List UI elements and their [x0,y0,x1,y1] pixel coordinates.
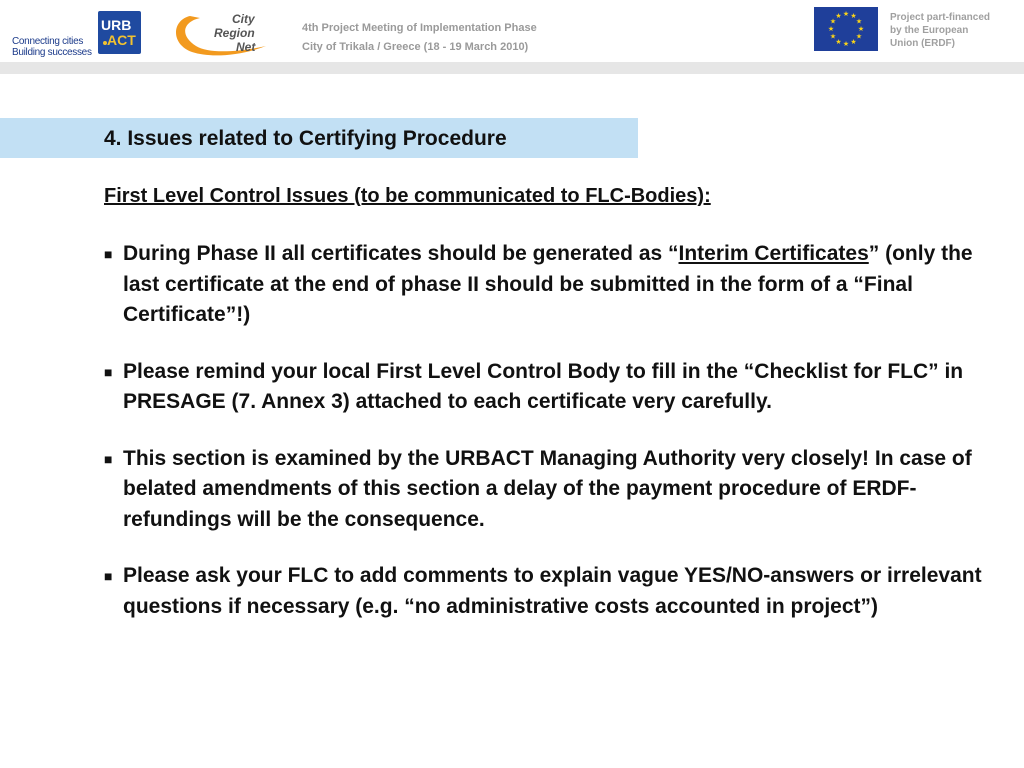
section-subtitle: First Level Control Issues (to be communicated to FLC-Bodies): [104,185,711,207]
crn-logo-word-3: Net [236,40,256,54]
svg-text:★: ★ [829,17,837,26]
eu-text-line-2: by the European [890,25,969,36]
bullet-marker-icon: ■ [104,568,113,584]
eu-text-line-1: Project part-financed [890,12,991,23]
svg-text:★: ★ [855,32,863,41]
bullet-4-text: Please ask your FLC to add comments to explain vague YES/NO-answers or irrelevant questions if necessary (e.g. “no administrative costs accounted in project”) [123,564,982,618]
crn-logo-word-2: Region [214,26,255,40]
svg-text:★: ★ [827,25,835,33]
urbact-logo [98,11,141,54]
svg-text:★: ★ [835,38,842,46]
bullet-1-text-end: ” (only the last certificate at the end of phase II should be submitted in the form of a “Final Certificate”!) [123,242,973,326]
svg-text:★: ★ [850,38,857,46]
tagline-line-1: Connecting cities [12,36,84,47]
meeting-title: 4th Project Meeting of Implementation Phase [302,22,537,34]
bullet-marker-icon: ■ [104,246,113,262]
bullet-3-text: This section is examined by the URBACT Managing Authority very closely! In case of belated amendments of this section a delay of the payment procedure of ERDF-refundings will be the consequence. [123,446,972,531]
interim-certificates-term: Interim Certificates [678,242,869,265]
bullet-item [104,357,984,418]
slide-title: 4. Issues related to Certifying Procedure [104,127,507,150]
urbact-logo-text-1: URB [101,17,132,33]
bullet-2-text: Please remind your local First Level Control Body to fill in the “Checklist for FLC” in PRESAGE (7. Annex 3) attached to each certificate very carefully. [123,359,964,413]
eu-stars-icon [814,7,878,51]
urbact-tagline [12,36,92,58]
city-region-net-logo [170,10,270,60]
bullet-item [104,239,984,331]
header-divider [0,62,1024,74]
svg-text:★: ★ [829,32,837,41]
bullet-1-text-start: During Phase II all certificates should be generated as “ [123,242,679,265]
bullet-marker-icon: ■ [104,450,113,467]
meeting-location: City of Trikala / Greece (18 - 19 March 2010) [302,41,529,53]
bullet-item [104,561,984,622]
urbact-logo-text-2: ACT [107,32,136,48]
svg-text:★: ★ [835,12,842,20]
svg-text:★: ★ [842,40,850,48]
svg-text:★: ★ [857,25,865,33]
tagline-line-2: Building successes [12,47,92,58]
svg-text:★: ★ [850,12,857,20]
svg-text:★: ★ [842,10,850,18]
svg-text:★: ★ [855,17,863,26]
eu-flag [814,7,878,51]
bullet-item [104,444,984,536]
eu-text-line-3: Union (ERDF) [890,38,955,49]
bullet-list [104,239,984,648]
header [0,0,1024,62]
crn-logo-word-1: City [232,12,255,26]
meeting-info [302,19,537,57]
bullet-marker-icon: ■ [104,363,113,380]
eu-funding-note [890,11,990,50]
